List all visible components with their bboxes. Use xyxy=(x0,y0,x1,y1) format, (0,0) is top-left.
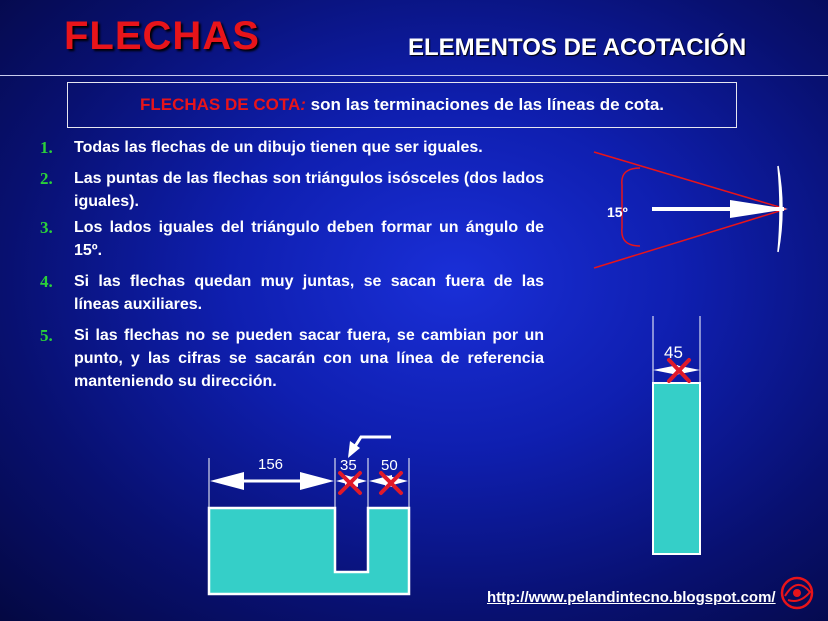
rule-text: Los lados iguales del triángulo deben formar un ángulo de 15º. xyxy=(74,219,544,259)
arrow-angle-figure xyxy=(594,152,788,268)
arrowhead xyxy=(300,472,334,490)
definition-text: son las terminaciones de las líneas de cota. xyxy=(305,95,664,114)
tall-part xyxy=(653,383,700,554)
rule-number: 1. xyxy=(40,138,53,157)
arrowhead xyxy=(210,472,244,490)
rule-number: 2. xyxy=(40,169,53,188)
reference-line xyxy=(354,437,391,448)
rule-number: 3. xyxy=(40,218,53,237)
rule-text: Las puntas de las flechas son triángulos isósceles (dos lados iguales). xyxy=(74,170,544,210)
rule-text: Si las flechas quedan muy juntas, se sacan fuera de las líneas auxiliares. xyxy=(74,273,544,313)
slot-part xyxy=(209,508,409,594)
rule-text: Todas las flechas de un dibujo tienen que ser iguales. xyxy=(74,139,483,156)
angle-label: 15º xyxy=(607,204,628,220)
page-title: FLECHAS xyxy=(64,14,260,58)
definition-term: FLECHAS DE COTA xyxy=(139,95,301,114)
page-subtitle: ELEMENTOS DE ACOTACIÓN xyxy=(408,34,747,61)
angle-side-upper xyxy=(594,152,786,209)
dimension-156-label: 156 xyxy=(258,456,284,473)
dimension-45-label: 45 xyxy=(664,343,683,362)
site-logo-icon xyxy=(782,578,812,608)
dimension-35-label: 35 xyxy=(340,457,357,474)
definition-colon: : xyxy=(300,95,306,114)
dimension-50-label: 50 xyxy=(381,457,398,474)
rule-text: Si las flechas no se pueden sacar fuera, se cambian por un punto, y las cifras se sacarán con una línea de referencia manteniendo su dirección. xyxy=(74,327,544,390)
slot-part-figure xyxy=(209,437,409,594)
rule-number: 5. xyxy=(40,326,53,345)
tall-part-figure xyxy=(653,316,700,554)
rule-number: 4. xyxy=(40,272,53,291)
footer-link[interactable]: http://www.pelandintecno.blogspot.com/ xyxy=(487,589,776,606)
